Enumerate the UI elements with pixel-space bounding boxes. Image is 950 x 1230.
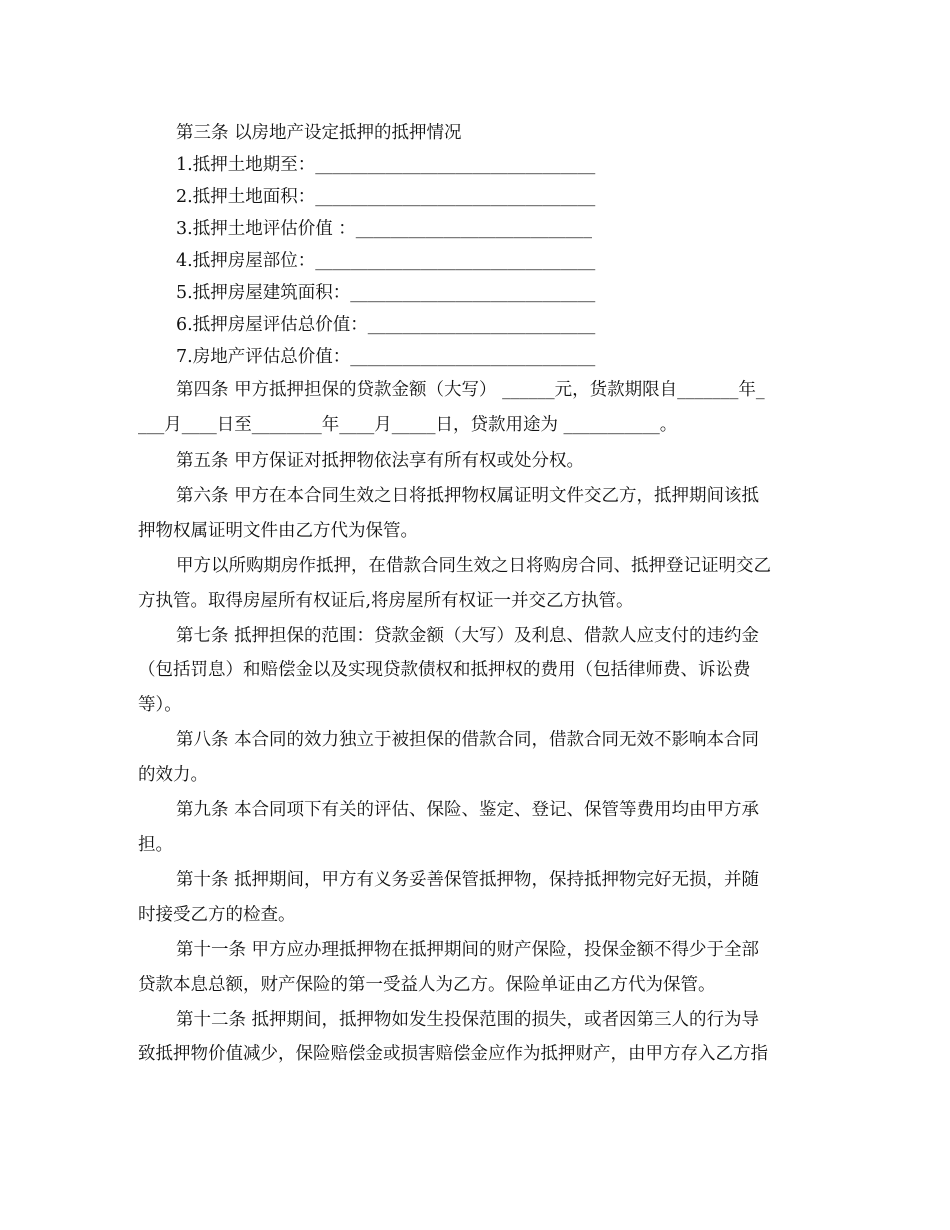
article-6b-line: 甲方以所购期房作抵押，在借款合同生效之日将购房合同、抵押登记证明交乙 [176, 556, 771, 576]
article-10-line: 时接受乙方的检查。 [138, 905, 296, 925]
article-4-line: ___月____日至________年____月_____日，贷款用途为 ___________。 [138, 415, 678, 435]
article-12-line: 致抵押物价值减少，保险赔偿金或损害赔偿金应作为抵押财产，由甲方存入乙方指 [138, 1044, 768, 1064]
document-body [138, 117, 814, 1071]
article-11-line: 贷款本息总额，财产保险的第一受益人为乙方。保险单证由乙方代为保管。 [138, 975, 716, 995]
article-7-line: 等）。 [138, 695, 182, 715]
article-4-line: 第四条 甲方抵押担保的贷款金额（大写） ______元，货款期限自_______年_ [176, 380, 765, 400]
article-3-heading: 第三条 以房地产设定抵押的抵押情况 [176, 123, 462, 143]
article-3-item: 6.抵押房屋评估总价值：__________________________ [176, 315, 596, 335]
article-3-item: 3.抵押土地评估价值 ：___________________________ [176, 219, 593, 239]
article-3-item: 7.房地产评估总价值：____________________________ [176, 347, 596, 367]
article-7-line: （包括罚息）和赔偿金以及实现贷款债权和抵押权的费用（包括律师费、诉讼费 [138, 660, 751, 680]
article-11-line: 第十一条 甲方应办理抵押物在抵押期间的财产保险，投保金额不得少于全部 [176, 940, 760, 960]
article-9-line: 担。 [138, 835, 173, 855]
article-10-line: 第十条 抵押期间，甲方有义务妥善保管抵押物，保持抵押物完好无损，并随 [176, 870, 760, 890]
article-7-line: 第七条 抵押担保的范围：贷款金额（大写）及利息、借款人应支付的违约金 [176, 626, 760, 646]
article-8-line: 的效力。 [138, 765, 208, 785]
article-8-line: 第八条 本合同的效力独立于被担保的借款合同，借款合同无效不影响本合同 [176, 730, 760, 750]
article-3-item: 1.抵押土地期至：________________________________ [176, 155, 596, 175]
article-3-item: 4.抵押房屋部位：________________________________ [176, 251, 596, 271]
article-9-line: 第九条 本合同项下有关的评估、保险、鉴定、登记、保管等费用均由甲方承 [176, 800, 760, 820]
article-6-line: 押物权属证明文件由乙方代为保管。 [138, 521, 418, 541]
article-3-item: 2.抵押土地面积：________________________________ [176, 187, 596, 207]
article-12-line: 第十二条 抵押期间，抵押物如发生投保范围的损失，或者因第三人的行为导 [176, 1010, 760, 1030]
article-6-line: 第六条 甲方在本合同生效之日将抵押物权属证明文件交乙方，抵押期间该抵 [176, 486, 760, 506]
article-3-item: 5.抵押房屋建筑面积：____________________________ [176, 283, 596, 303]
article-5-line: 第五条 甲方保证对抵押物依法享有所有权或处分权。 [176, 451, 585, 471]
article-6b-line: 方执管。取得房屋所有权证后,将房屋所有权证一并交乙方执管。 [138, 591, 634, 611]
